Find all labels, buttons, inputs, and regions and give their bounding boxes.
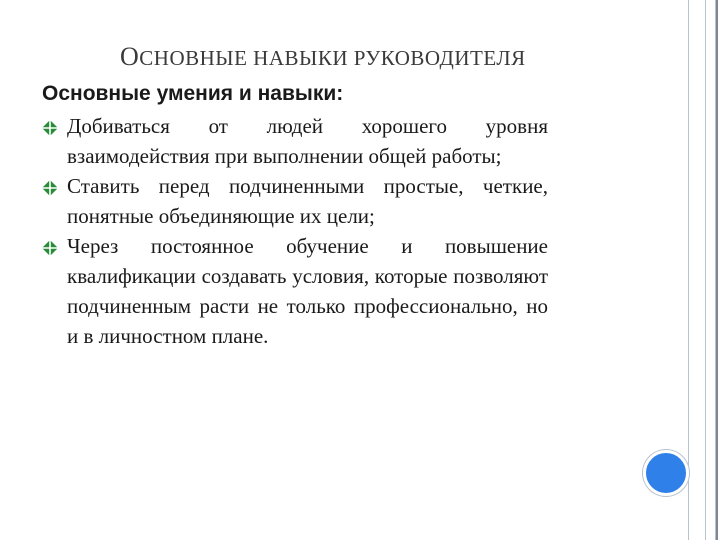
list-item [42,171,548,231]
right-rail-edge [716,0,718,540]
right-rail-line [705,0,706,540]
list-item [42,231,548,351]
diamond-bullet-icon [42,180,58,196]
slide-title [120,42,526,72]
bullet-list [42,111,548,351]
right-rail [688,0,716,540]
slide-content [42,80,548,351]
list-item-text: Добиваться от людей хорошего уровня взаимодействия при выполнении общей работы; [67,114,548,168]
list-item-text: Ставить перед подчиненными простые, четкие, понятные объединяющие их цели; [67,174,548,228]
section-heading: Основные умения и навыки: [42,82,344,105]
diamond-bullet-icon [42,120,58,136]
title-initial: О [120,42,140,71]
list-item [42,111,548,171]
title-rest: СНОВНЫЕ НАВЫКИ РУКОВОДИТЕЛЯ [139,46,526,70]
list-item-text: Через постоянное обучение и повышение квалификации создавать условия, которые позволяют подчиненным расти не только профессионально, но и в личностном плане. [67,234,548,348]
diamond-bullet-icon [42,240,58,256]
blue-circle-decoration [643,450,689,496]
